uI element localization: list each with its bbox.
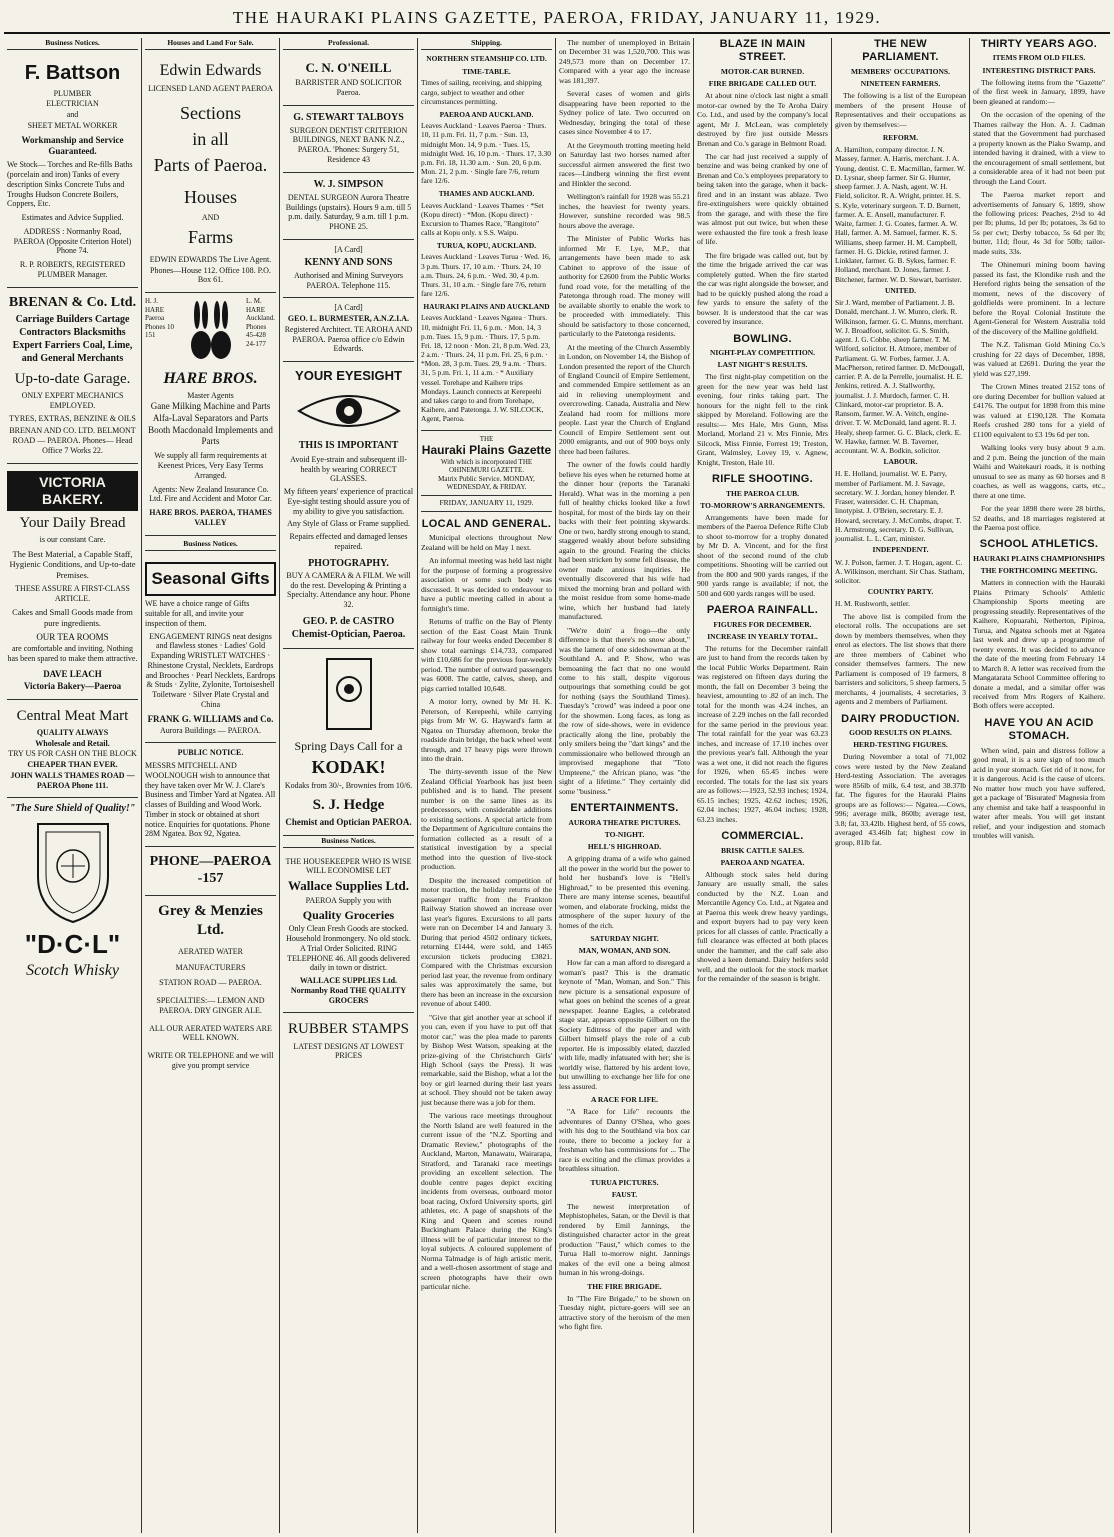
thirty-para: The Ohinemuri mining boom having passed its fast, the Klondike rush and the Hereford rights being the sensation of the moment, news of the discovery of goldfields were prominent. In a lecture before the Royal Colonial Institute the Agent-General for Western Australia told of the discovery of the Malline goldfield. [973, 260, 1105, 336]
meat-mart-line5: JOHN WALLS THAMES ROAD — PAEROA Phone 111. [10, 770, 135, 790]
blaze-sub2: FIRE BRIGADE CALLED OUT. [708, 78, 817, 88]
battson-line4: SHEET METAL WORKER [27, 120, 118, 130]
commercial-text: Although stock sales held during January are usually small, the sales conducted by the N.Z. Loan and Mercantile Agency Co. Ltd., at Ngatea and at Paeroa this week drew heavy yardings, and export buyers had to pay very keen prices for all classes of cattle. Practically a full clearance was effected at both places under the hammer, and the calf sale also showed a keen demand. Dairy heifers sold well, and the outlook for the stock market for the remainder of the season is bright. [697, 869, 828, 984]
sections: Sections [180, 103, 241, 124]
wallace-line3: Only Clean Fresh Goods are stocked. Household Ironmongery. No old stock. A Trial Order Solicited. RING TELEPHONE 46. All goods delivered daily in town or district. [286, 924, 411, 973]
turua-title: TURUA, KOPU, AUCKLAND. [436, 241, 537, 251]
hare-line4: Booth Macdonald Implements and Parts [148, 425, 273, 447]
burmester-lines: Registered Architect. TE AROHA AND PAEROA. Paeroa office c/o Edwin Edwards. [284, 324, 413, 354]
battson-estimates: Estimates and Advice Supplied. [21, 213, 124, 223]
thames-auckland-times: Leaves Auckland · Leaves Thames · *Set (Kopu direct) · *Mon. (Kopu direct) · Excursion to Thames Race, "Rangitoto" calls at Kopu only. x S.S. Waipu. [421, 200, 544, 238]
meat-mart-title: Central Meat Mart [16, 707, 129, 724]
faust-text: The newest interpretation of Mephistopheles, Satan, or the Devil is that rendered by Emil Jannings, the distinguished character actor in the great production "Faust," which comes to the Turua Hall to-morrow night. Jannings makes of the evil one a being almost human in his wrong-doings. [559, 1201, 690, 1278]
dairy-sub2: HERD-TESTING FIGURES. [853, 740, 948, 750]
shield-slogan: "The Sure Shield of Quality!" [9, 803, 136, 815]
dairy-title: DAIRY PRODUCTION. [841, 712, 960, 725]
thirty-para: The N.Z. Talisman Gold Mining Co.'s crushing for 22 days of December, 1898, was valued at £2691. During the year the yield was £27,199. [973, 340, 1105, 378]
rifle-body [697, 513, 828, 598]
bowling-text: The first night-play competition on the green for the new year was held last evening, four rinks taking part. The honours for the night fell to the rink skipped by Moreland. Following are the results:— Mrs Hale, Mrs Gunn, Miss Morland, Morland 21 v. Mrs Finnie, Mrs Silcock, Miss Finnie, Forrest 19; Treston, Grant, Walmsley, Lovey 19, v. Agnew, Knight, Treston, Hale 10. [697, 372, 828, 467]
school-athletics-sub2: THE FORTHCOMING MEETING. [980, 566, 1098, 576]
local-para: Despite the increased competition of motor traction, the holiday returns of the passenger traffic from the Frankton Railway Station showed an increase over last year's figures. Excursions to all parts were run on December 14 and January 3. During that period 4502 ordinary tickets, returning £1444, were sold, and 1465 excursion tickets producing £3821. Compared with the Christmas excursion period last year, the revenue from ordinary sales was approximately the same, but there has been an increase in the excursion revenue of about £400. [421, 875, 552, 1009]
bowling-sub: NIGHT-PLAY COMPETITION. [709, 348, 816, 358]
news-para: The Minister of Public Works has informed Mr F. Lye, M.P., that arrangements have been made to ask Cabinet to approve of the issue of authority for £2600 from the Public Works fund road vote, for the metalling of the Patetonga through road. The money will be available shortly to enable the work to be proceeded with immediately. This should be satisfactory to those concerned, particularly to the Patetonga residents. [559, 234, 690, 339]
blaze-body [697, 91, 828, 327]
kenny-lines: Authorised and Mining Surveyors PAEROA. Telephone 115. [293, 270, 404, 290]
independent-list: W. J. Polson, farmer. J. T. Hogan, agent. C. A. Wilkinson, merchant. Sir Chas. Statham, solicitor. [835, 557, 965, 586]
brenan-title: BRENAN & Co. Ltd. [8, 294, 137, 310]
business-notices-heading: Business Notices. [145, 539, 276, 551]
garage-line3: BRENAN AND CO. LTD. BELMONT ROAD — PAEROA. Phones— Head Office 7 Works 22. [9, 426, 136, 455]
eye-icon [294, 386, 404, 436]
rifle-text: Arrangements have been made for members of the Paeroa Defence Rifle Club to shoot to-morrow for a trophy donated by Mr D. A. Vincent, and for the first shoot of the second round of the club competitions. Shooting will be carried out from the 800 and 900 yards ranges, if the 900 yards range is available; if not, the 500 and 600 yards ranges will be used. [697, 512, 828, 598]
grey-line5: ALL OUR AERATED WATERS ARE WELL KNOWN. [149, 1023, 272, 1043]
commercial-sub2: PAEROA AND NGATEA. [720, 857, 805, 867]
battson-manager: R. P. ROBERTS, REGISTERED PLUMBER Manager. [19, 260, 126, 279]
kenny-ad [283, 240, 414, 298]
battson-line1: PLUMBER [53, 88, 92, 98]
race-for-life-body [559, 1107, 690, 1173]
school-athletics-sub: HAURAKI PLAINS CHAMPIONSHIPS [973, 553, 1105, 563]
victoria-bakery-ad [7, 464, 138, 700]
public-notice-title: PUBLIC NOTICE. [177, 748, 244, 758]
thames-auckland-title: THAMES AND AUCKLAND. [438, 189, 535, 199]
burmester-ad [283, 298, 414, 362]
eyesight-ad [283, 362, 414, 649]
grey-line6: WRITE OR TELEPHONE and we will give you prompt service [147, 1051, 274, 1070]
thirty-para: The Paeroa market report and advertisements of January 6, 1899, show the following prices: Peaches, 2½d to 4d per lb; plums, 1d per lb; potatoes, 3s 6d to 5s per cwt; Derby tobacco, 5s 6d per lb; butter, 11d; flour, 4s 3d for 50lb; tailor-made suits, 33s. [973, 190, 1105, 256]
commercial-body [697, 870, 828, 984]
garage-line1: ONLY EXPERT MECHANICS EMPLOYED. [21, 391, 124, 410]
local-para: The various race meetings throughout the North Island are well featured in the current issue of the "N.Z. Sporting and Dramatic Review," photographs of the Auckland, Marton, Manawatu, Wairarapa, Stratford, and Taranaki race meetings providing an excellent selection. The double centre pages depict exciting incidents from overseas, outboard motor boat racing, Oxford University sports, girl athletes, etc. A page of snapshots of the King and Queen and scenes round Buckingham Palace during the King's illness will be of particular interest to the loyal subjects. A coloured supplement of Norma Talmadge is of high artistic merit, and a well-chosen assortment of stage and screen photographs have their own particular niche. [421, 1111, 552, 1292]
farms: Farms [188, 226, 233, 247]
thirty-para: On the occasion of the opening of the Thames railway the Hon. A. J. Cadman stated that the Government had purchased a property known as the Piako Swamp, and intended having it drained, with a view to the encouragement of small settlement, but a considerable area of it had not been put through the Land Court. [973, 110, 1105, 186]
labour-body [835, 469, 966, 543]
school-athletics-text: Matters in connection with the Hauraki Plains Primary Schools' Athletic Championship Sports meeting are progressing steadily. Representatives of the Kaihere, Kopuarahi, Netherton, Pipiroa, Turua, and Ngatea schools met at Ngatea last week and drew up a programme of twenty events. It was decided to advance the date of the meeting from February 14 to March 8. A letter was received from the Mangatarata School Committee offering to donate a medal, and a similar offer was received from Mrs Rogers of Kaihere. Both offers were accepted. [973, 578, 1105, 711]
blaze-para: At about nine o'clock last night a small motor-car owned by the Te Aroha Dairy Co. Ltd., and used by the company's local agent, Mr J. McLean, was completely destroyed by fire just outside Messrs Brenan and Co.'s garage in Belmont Road. [697, 91, 828, 148]
hedge-name: S. J. Hedge [312, 797, 385, 814]
hare-line5: We supply all farm requirements at Keenest Prices, Very Easy Terms Arranged. [154, 451, 267, 480]
timetable-title: TIME-TABLE. [462, 67, 511, 77]
shield-emblem-icon [28, 816, 118, 926]
rainfall-text: The returns for the December rainfall are just to hand from the records taken by the local Public Works Department. Rain was registered on fifteen days during the month, the fall on December 3 being the heaviest, amounting to .82 of an inch. The total for the month was 4.24 inches, an increase of 2.29 inches on the fall recorded for the same period in the previous year. The total rainfall for the year was 63.23 inches, and increase of 17.10 inches over the previous year's fall. Although the year was a wet one, it did not reach the figures for 1926, when 65.45 inches were recorded. The totals for the last six years are as follows:—1923, 52.93 inches; 1924, 65.15 inches; 1925, 42.62 inches; 1926, 62.04 inches; 1927, 46.04 inches; 1928, 63.23 inches. [697, 643, 828, 824]
bowling-title: BOWLING. [733, 332, 792, 345]
column-5 [556, 38, 694, 1533]
reform-heading: REFORM. [882, 133, 919, 143]
hells-highroad: HELL'S HIGHROAD. [587, 841, 662, 851]
parliament-intro-body [835, 91, 966, 129]
battson-line2: ELECTRICIAN [46, 99, 99, 109]
garage-title: Up-to-date Garage. [14, 370, 131, 387]
hare-bros-logo: HARE BROS. [163, 370, 258, 388]
timetable-note: Times of sailing, receiving, and shipping cargo, subject to weather and other circumstances permitting. [421, 78, 542, 106]
garage-line2: TYRES, EXTRAS, BENZINE & OILS [9, 413, 136, 423]
hauraki-auckland-title: HAURAKI PLAINS AND AUCKLAND [423, 302, 550, 312]
battson-stock: We Stock— Torches and Re-fills Baths (porcelain and iron) Tanks of every description Sinks Concrete Tubs and Troughs Hudson Concrete Boilers, Coppers, Etc. [7, 160, 133, 209]
thirty-years-body [973, 78, 1105, 533]
wallace-ad [283, 852, 414, 1014]
country-body [835, 599, 966, 608]
shipping-timetable [421, 54, 552, 423]
battson-address: ADDRESS : Normanby Road, PAEROA (Opposite Criterion Hotel) Phone 74. [13, 226, 132, 256]
rubber-stamps-ad [283, 1013, 414, 1068]
rainfall-sub: FIGURES FOR DECEMBER. [713, 619, 812, 629]
race-for-life: A RACE FOR LIFE. [590, 1095, 659, 1105]
simpson-ad [283, 173, 414, 240]
business-notices-heading-3: Business Notices. [283, 836, 414, 848]
local-para: An informal meeting was held last night for the purpose of forming a progressive association or some such body was discussed. It was decided to endeavour to have a public meeting called in about a fortnight's time. [421, 556, 552, 613]
parliament-intro: The following is a list of the European members of the present House of Representatives and their occupations as given by themselves:— [835, 91, 966, 129]
news-para: The number of unemployed in Britain on December 31 was 1,520,700. This was 249,573 more than on December 17. Compared with a year ago the increase was 181,397. [559, 38, 690, 85]
meat-mart-line2: Wholesale and Retail. [35, 738, 110, 748]
columns [4, 38, 1110, 1533]
grey-line4: SPECIALTIES:— LEMON AND PAEROA. DRY GINGER ALE. [156, 996, 265, 1015]
hare-bros-ad [145, 293, 276, 535]
news-para: At the Greymouth trotting meeting held on Saturday last two horses named after successful airmen answered the first two races—Lindberg winning the first event and Hinkler the second. [559, 140, 690, 188]
battson-name: F. Battson [24, 62, 121, 85]
victoria-bakery-banner: VICTORIA BAKERY. [7, 471, 138, 511]
turua-pictures: TURUA PICTURES. [590, 1177, 659, 1187]
meat-mart-line3: TRY US FOR CASH ON THE BLOCK [8, 749, 137, 759]
labour-heading: LABOUR. [883, 457, 918, 467]
hare-right: L. M. HARE Auckland. Phones 45-428 24-177 [246, 297, 275, 348]
gazette-line2: Matrix Public Service. MONDAY, WEDNESDAY, & FRIDAY. [438, 474, 535, 492]
paeroa-auckland-times: Leaves Auckland · Leaves Paeroa · Thurs. 10, 11 p.m. Fri. 11, 7 p.m. · Sun. 13, midnight Mon. 14, 9 p.m. · Tues. 15, midnight Wed. 16, 10 p.m. · Thurs. 17, 3.30 p.m. Fri. 18, 11.30 a.m. · Sun. 20, 6 p.m. Mon. 21, 2 p.m. · Single fare 7/6, return fare 12/6. [421, 121, 551, 186]
seasonal-gifts-ad [145, 555, 276, 744]
independent-heading: INDEPENDENT. [872, 545, 929, 555]
hare-header [145, 297, 276, 367]
dcl-logo: "D·C·L" [24, 929, 121, 960]
burmester-card: [A Card] [334, 303, 363, 313]
hare-line3: Alfa-Laval Separators and Parts [152, 413, 269, 424]
eyesight-line1: Avoid Eye-strain and subsequent ill-health by wearing CORRECT GLASSES. [290, 454, 407, 484]
meat-mart-line4: CHEAPER THAN EVER. [27, 760, 118, 770]
kenny-name: KENNY AND SONS [304, 256, 393, 268]
photography-title: PHOTOGRAPHY. [308, 557, 389, 569]
battson-line3: and [66, 110, 79, 120]
victoria-bread: Your Daily Bread [19, 514, 126, 531]
thirty-para: For the year 1898 there were 28 births, 52 deaths, and 18 marriages registered at the Paeroa post office. [973, 504, 1105, 532]
kenny-card: [A Card] [334, 244, 363, 254]
masthead: THE HAURAKI PLAINS GAZETTE, PAEROA, FRIDAY, JANUARY 11, 1929. [232, 8, 882, 27]
hells-highroad-body [559, 854, 690, 930]
rabbits-icon [181, 297, 241, 367]
column-8 [970, 38, 1108, 1533]
grey-menzies-title: Grey & Menzies Ltd. [158, 903, 263, 938]
victoria-cakes: Cakes and Small Goods made from pure ingredients. [12, 607, 133, 628]
blaze-title: BLAZE IN MAIN STREET. [719, 38, 806, 64]
battson-line5: Workmanship and Service Guaranteed. [21, 134, 124, 156]
steamship-company: NORTHERN STEAMSHIP CO. LTD. [426, 54, 547, 64]
local-para: Returns of traffic on the Bay of Plenty section of the East Coast Main Trunk railway for four weeks ended December 8 show total earnings £14,733, compared with £10,686 for the previous four-weekly period. The number of outward passengers was 6008. The cattle, calves, sheep, and pigs carried totalled 10,648. [421, 617, 552, 693]
thirty-para: The Crown Mines treated 2152 tons of ore during December for bullion valued at £4176. The output for 1898 from this mine was valued at £190,128. The Komata Reefs crushed 280 tons for a yield of £1100 equivalent to £3 19s 6d per ton. [973, 382, 1105, 439]
faust: FAUST. [611, 1189, 638, 1199]
hauraki-auckland-times: Leaves Auckland · Leaves Ngatea · Thurs. 10, midnight Fri. 11, 6 p.m. · Mon. 14, 3 p.m. Tues. 15, 9 p.m. · Thurs. 17, 5 p.m. Fri. 18, 12 noon · Mon. 21, 8 p.m. Wed. 23, 2 a.m. · Thurs. 24, 11 p.m. Fri. 25, 6 p.m. · *Mon. 28, 3 p.m. Tues. 29, 9 a.m. · Thurs. 31, 5 p.m. Fri. 1, 11 a.m. · * Auxiliary vessel. Torehape and Kaihere trips Mondays. Launch connects at Kerepeehi and takes cargo to and from Torehape, Kaihere, and Patetonga. J. W. SILCOCK, Agent, Paeroa. [421, 313, 551, 424]
edwin-line1: LICENSED LAND AGENT PAEROA [148, 83, 273, 93]
wallace-line1: PAEROA Supply you with [305, 896, 392, 906]
local-general-body [421, 533, 552, 1291]
edwin-name: Edwin Edwards [159, 62, 262, 80]
gazette-date: FRIDAY, JANUARY 11, 1929. [421, 495, 552, 507]
parliament-sub: MEMBERS' OCCUPATIONS. [851, 66, 950, 76]
school-athletics-body [973, 578, 1105, 711]
thirty-years-title: THIRTY YEARS AGO. [980, 38, 1098, 50]
talboys-name: G. STEWART TALBOYS [293, 111, 404, 123]
seasonal-gifts-title: Seasonal Gifts [151, 568, 270, 588]
news-items-body [559, 38, 690, 796]
public-notice-text: MESSRS MITCHELL AND WOOLNOUGH wish to announce that they have taken over Mr W. J. Clare's Business and Timber Yard at Ngatea. All classes of Building and Wood Work. Timber in stock or obtained at short notice. Enquiries for quotations. Phone 28M Ngatea. Box 92, Ngatea. [145, 761, 276, 839]
column-7 [832, 38, 970, 1533]
phone-ad [145, 847, 276, 896]
race-for-life-text: "A Race for Life" recounts the adventures of Danny O'Shea, who goes with his dog to the Southland via box car route, there to become a jockey for a freshman who has commissions for ... The race is exciting and the climax provides a breathless situation. [559, 1107, 690, 1174]
column-3 [280, 38, 418, 1533]
man-woman-son: MAN, WOMAN, AND SON. [578, 946, 671, 956]
brenan-ad [7, 288, 138, 464]
thirty-years-sub: ITEMS FROM OLD FILES. [992, 53, 1086, 63]
commercial-title: COMMERCIAL. [721, 830, 804, 843]
column-2-heading: Houses and Land For Sale. [145, 38, 276, 50]
dairy-body [835, 752, 966, 847]
news-para: Several cases of women and girls disappearing have been reported to the Sydney police of late. Two occurred on Wednesday, bringing the total of these cases since November 4 to 17. [559, 89, 690, 137]
seasonal-items: ENGAGEMENT RINGS neat designs and flawless stones · Ladies' Gold Expanding WRISTLET WATCHES · Rhinestone Crystal, Necklets, Eardrops and Brooches · Pearl Necklets, Eardrops & Studs · Zylite, Zylonite, Tortoiseshell Toiletware · Silver Plate Crystal and China [145, 631, 276, 709]
dcl-whisky-ad [7, 798, 138, 986]
entertainments-sub: AURORA THEATRE PICTURES. [568, 817, 681, 827]
blaze-sub: MOTOR-CAR BURNED. [720, 66, 805, 76]
photography-lines: BUY A CAMERA & A FILM. We will do the rest. Developing & Printing a Specialty. Attendance any hour. Phone 32. [286, 570, 411, 610]
hare-line1: Master Agents [187, 390, 234, 400]
column-4-heading: Shipping. [421, 38, 552, 50]
victoria-tea-text: are comfortable and inviting. Nothing has been spared to make them attractive. [7, 644, 138, 663]
talboys-lines: SURGEON DENTIST CRITERION BUILDINGS, NEXT BANK N.Z., PAEROA. 'Phones: Surgery 51, Residence 43 [289, 125, 408, 164]
local-para: "Give that girl another year at school if you can, even if you have to put off that motor car," was the plea made to parents by Bishop West Watson, speaking at the prize-giving of the Christchurch Girls' High School (says the Press). It was remarkable, said the Bishop, what a lot the boy or girl learned during their last years at school. They should not be taken away just because there was a job for them. [421, 1012, 552, 1107]
wallace-line4: WALLACE SUPPLIES Ltd. Normanby Road THE QUALITY GROCERS [290, 976, 407, 1005]
fire-brigade-text: In "The Fire Brigade," to be shown on Tuesday night, picture-goers will see an attractive story of the heroism of the men who fight fire. [559, 1293, 690, 1332]
rainfall-sub2: INCREASE IN YEARLY TOTAL. [707, 631, 818, 641]
edwin-edwards-ad [145, 54, 276, 293]
independent-body [835, 558, 966, 586]
parts: Parts of Paeroa. [153, 155, 268, 176]
in-all: in all [192, 129, 229, 150]
parliament-sub2: NINETEEN FARMERS. [860, 78, 941, 88]
news-para: "We're doin' a frogo—the only difference is that there's no snow about," was the lament of one sideshowman at the Southland A. and P. Show, who was bemoaning the fact that no one would come to his stall, despite vigorous outpourings that something could be got for nothing (says the Southland Times). Tuesday's "crowd" was indeed a poor one for the showmen. Long faces, as long as the row of side-shows, were in evidence practically along the line, probably the only smilers being the "dart kings" and the commissionaire who bellowed through an improvised megaphone that "Toto Umpteene," the African piano, was "the sight of a lifetime." They certainly did some "business." [559, 625, 690, 796]
hedge-lines: Chemist and Optician PAEROA. [285, 816, 412, 827]
meat-mart-ad [7, 700, 138, 799]
column-1-heading: Business Notices. [7, 38, 138, 50]
paeroa-auckland-title: PAEROA AND AUCKLAND. [439, 110, 534, 119]
grey-line2: MANUFACTURERS [175, 962, 246, 972]
oneill-ad [283, 54, 414, 105]
acid-stomach-body [973, 746, 1105, 841]
edwin-line2: EDWIN EDWARDS The Live Agent. [149, 254, 272, 264]
gazette-line1: With which is incorporated THE OHINEMURI GAZETTE. [440, 457, 533, 475]
rubber-stamps-line: LATEST DESIGNS AT LOWEST PRICES [293, 1041, 404, 1061]
rifle-title: RIFLE SHOOTING. [711, 473, 814, 486]
rifle-sub: THE PAEROA CLUB. [726, 488, 799, 498]
hare-line2: Gane Milking Machine and Parts [150, 401, 271, 412]
castro-title: Chemist-Optician, Paeroa. [291, 628, 406, 640]
simpson-name: W. J. SIMPSON [313, 178, 384, 190]
edwin-line3: Phones—House 112. Office 108. P.O. Box 61. [150, 265, 271, 285]
reform-list: A. Hamilton, company director. J. N. Massey, farmer. A. Harris, merchant. J. A. Young, dentist. C. E. Macmillan, farmer. W. D. Lysnar, sheep farmer. Sir G. Hunter, sheep farmer. J. A. Nash, agent. W. H. Field, solicitor. R. A. Wright, printer. H. S. S. Kyle, veterinary surgeon. T. D. Burnett, farmer. A. E. Ansell, manufacturer. F. Waite, farmer. J. G. Coates, farmer. A. W. Hall, farmer. A. M. Samuel, farmer. K. S. Williams, sheep farmer. H. M. Campbell, farmer. H. G. Dickie, retired farmer. J. Linklater, farmer. G. B. Sykes, farmer. F. Holland, merchant. D. Jones, farmer. J. Bitchener, farmer. W. D. Stewart, barrister. [835, 145, 966, 284]
thirty-years-sub2: INTERESTING DISTRICT PARS. [982, 65, 1096, 75]
castro-name: GEO. P. de CASTRO [302, 615, 395, 627]
and-word: AND [201, 213, 220, 223]
oneill-name: C. N. O'NEILL [305, 60, 392, 76]
gazette-masthead [421, 430, 552, 512]
meat-mart-line1: QUALITY ALWAYS [36, 727, 109, 737]
parliament-title: THE NEW PARLIAMENT. [862, 38, 939, 64]
blaze-para: The fire brigade was called out, but by the time the brigade arrived the car was completely gutted. When the fire started the car was right alongside the bowser, and had to be quickly pushed along the road a few yards to ensure the safety of the bowser. It is understood that the car was covered by insurance. [697, 250, 828, 327]
seasonal-gifts-box [145, 562, 276, 597]
bowling-body [697, 372, 828, 467]
eyesight-line3: Any Style of Glass or Frame supplied. [287, 519, 410, 529]
thirty-para: The following items from the "Gazette" of the first week in January, 1899, have been gleaned at random:— [973, 77, 1105, 106]
spring-days: Spring Days Call for a [294, 738, 403, 753]
man-woman-son-body [559, 958, 690, 1091]
news-para: The owner of the fowls could hardly believe his eyes when he returned home at the dinner hour (reports the Taranaki Herald). What was in the morning a pen full of healthy chicks looked like a fowl hospital, for most of the birds lay on their backs with their feet pointing skywards. One or two, hardly strong enough to stand, staggered weakly about before subsiding again to the ground. Fearing the chicks had been stricken by some fell disease, the owner made anxious inquiries. He eventually discovered that his wife had mixed the morning bran and pollard with the moist residue from some home-made wine, which her husband had lately manufactured. [559, 460, 690, 622]
thirty-para: Walking looks very busy about 9 a.m. and 2 p.m. Being the junction of the main Waihi and Waitekauri roads, it is nothing unusual to see as many as 60 horses and 8 coaches, as well as waggons, carts, etc., there at one time. [973, 443, 1105, 500]
column-3-heading: Professional. [283, 38, 414, 50]
frank-williams: FRANK G. WILLIAMS and Co. [147, 713, 274, 724]
column-6 [694, 38, 832, 1533]
blaze-para: The car had just received a supply of benzine and was being cranked by one of Brenan and Co.'s employees preparatory to being taken into the garage, when it back-fired and in an instant was ablaze. Two fire-extinguishers were quickly obtained from the garage, and with these the fire was almost put out twice, but when these were exhausted the fire took a fresh lease of life. [697, 152, 828, 247]
bowling-sub2: LAST NIGHT'S RESULTS. [717, 360, 808, 370]
country-list: H. M. Rushworth, settler. [835, 599, 910, 609]
eyesight-title: YOUR EYESIGHT [295, 368, 402, 384]
local-para: Municipal elections throughout New Zealand will be held on May 1 next. [421, 533, 552, 552]
wallace-line2: Quality Groceries [302, 907, 395, 922]
public-notice [145, 743, 276, 847]
hare-line6: Agents: New Zealand Insurance Co. Ltd. Fire and Accident and Motor Car. [149, 484, 272, 504]
labour-list: H. E. Holland, journalist. W. E. Parry, member of Parliament. M. J. Savage, secretary. W. J. Jordan, honey blender. P. Fraser, watersider. C. H. Chapman, linotypist. J. O'Brien, secretary. E. J. Howard, secretary. J. McCombs, draper. T. H. Armstrong, secretary. D. G. Sullivan, journalist. L. L. Carr, minister. [835, 469, 962, 544]
masthead-rule [4, 32, 1110, 34]
acid-stomach-title: HAVE YOU AN ACID STOMACH. [984, 716, 1094, 743]
kodak-ad [283, 649, 414, 835]
column-1 [4, 38, 142, 1533]
rubber-stamps: RUBBER STAMPS [288, 1021, 409, 1038]
man-woman-son-text: How far can a man afford to disregard a woman's past? This is the dramatic keynote of "Man, Woman, and Son." This new picture is a sensational exposure of what goes on behind the scenes of a great newspaper. Jeanne Eagles, a celebrated stage star, appears opposite Gilbert on the Society Editress of the paper and with Gilbert himself plays the role of a cub reporter. He is impossibly elated, dazzled with life, madly infatuated with her; she is worldly wise, flattered by his ardent love, but unwilling to exchange her life for one less assured. [559, 958, 690, 1091]
frank-williams-2: Aurora Buildings — PAEROA. [159, 725, 262, 735]
grey-line3: STATION ROAD — PAEROA. [159, 978, 262, 988]
parliament-summary-body [835, 612, 966, 707]
faust-body [559, 1202, 690, 1278]
victoria-best: The Best Material, a Capable Staff, Hygienic Conditions, and Up-to-date Premises. [9, 548, 136, 580]
gazette-title: Hauraki Plains Gazette [421, 443, 552, 458]
victoria-tea: OUR TEA ROOMS [36, 632, 109, 643]
battson-ad [7, 54, 138, 288]
commercial-sub: BRISK CATTLE SALES. [720, 845, 805, 855]
victoria-assure: THESE ASSURE A FIRST-CLASS ARTICLE. [15, 583, 130, 603]
hells-highroad-text: A gripping drama of a wife who gained all the power in the world but the power to hold her husband's love is "Hell's Highroad," to be presented this evening. There are many intense scenes, beautiful women, and elaborate frocking, midst the atmosphere of the super luxury of the homes of the rich. [559, 854, 690, 930]
kodak-title: KODAK! [311, 756, 386, 777]
column-4 [418, 38, 556, 1533]
local-general-title: LOCAL AND GENERAL. [421, 517, 552, 530]
united-list: Sir J. Ward, member of Parliament. J. B. Donald, merchant. J. W. Munro, clerk. R. Wilkinson, farmer. G. C. Munns, merchant. W. J. Broadfoot, solicitor. G. S. Smith, agent. J. G. Cobbe, sheep farmer. T. M. Wilford, solicitor. H. Atmore, member of Parliament. G. W. Forbes, farmer. J. A. MacPherson, retired farmer. D. McDougall, carrier. P. A. de la Perrelle, journalist. H. E. Jenkins, retired. A. J. Stallworthy, journalist. J. J. Murdoch, farmer. C. H. Clinkard, motor-car proprietor. B. A. Ransom, farmer. W. A. Veitch, engine-driver. T. W. McDonald, land agent. R. J. Healy, sheep farmer. G. C. Black, clerk. E. W. Hawke, farmer. W. B. Taverner, accountant. W. A. Bodkin, solicitor. [835, 298, 965, 456]
hare-left: H. J. HARE Paeroa Phones 10 151 [145, 297, 174, 340]
news-para: At the meeting of the Church Assembly in London, on November 14, the Bishop of London presented the report of the Church of England Council of Empire Settlement, and commended Empire settlement as an aid in relieving unemployment and overcrowding. Canada, Australia and New Zealand had room for millions more people. Last year the Church of England Council of Empire Settlement sent out 2000 emigrants, and out of 900 boys only three had been failures. [559, 342, 690, 456]
kodak-prices: Kodaks from 30/-, Brownies from 10/6. [284, 780, 413, 790]
fire-brigade: THE FIRE BRIGADE. [587, 1281, 662, 1291]
dcl-scotch: Scotch Whisky [26, 961, 119, 979]
saturday-night: SATURDAY NIGHT. [590, 934, 659, 943]
dairy-text: During November a total of 71,002 cows were tested by the New Zealand Herd-testing Association. The averages were 856lb of milk, 6.4 test, and 38.37lb fat. The figures for the Hauraki Plains groups are as follows:— Ngatea.—Cows, 996; average milk, 860lb; average test, 3.8; fat, 33.42lb. Highest herd, of 55 cows, averaged 43.46lb fat; highest cow in group, 81lb fat. [835, 752, 966, 847]
brenan-lines: Carriage Builders Cartage Contractors Blacksmiths Expert Farriers Coal, Lime, and General Merchants [12, 313, 133, 364]
phone-paeroa: PHONE—PAEROA -157 [149, 854, 272, 887]
rainfall-body [697, 644, 828, 824]
turua-times: Leaves Auckland · Leaves Turua · Wed. 16, 3 p.m. Thurs. 17, 10 a.m. · Thurs. 24, 10 a.m. Thurs. 24, 6 p.m. · Wed. 30, 4 p.m. Thurs. 31, 10 a.m. · Single fare 7/6, return fare 12/6. [421, 252, 551, 299]
school-athletics-title: SCHOOL ATHLETICS. [979, 538, 1099, 551]
victoria-leach-2: Victoria Bakery—Paeroa [23, 680, 122, 691]
rainfall-title: PAEROA RAINFALL. [706, 604, 819, 617]
victoria-leach: DAVE LEACH [43, 668, 102, 679]
entertainments-title: ENTERTAINMENTS. [570, 802, 679, 815]
simpson-lines: DENTAL SURGEON Aurora Theatre Buildings (upstairs). Hours 9 a.m. till 5 p.m. daily. Saturday, 9 a.m. till 1 p.m. PHONE 25. [285, 192, 412, 232]
grey-menzies-ad [145, 896, 276, 1077]
eyesight-line4: Repairs effected and damaged lenses repaired. [289, 532, 408, 551]
camera-icon [319, 653, 379, 733]
news-para: Wellington's rainfall for 1928 was 55.21 inches, the heaviest for twenty years. However, sunshine recorded was 98.5 hours above the average. [559, 192, 690, 230]
united-body [835, 298, 966, 455]
victoria-care: is our constant Care. [39, 535, 106, 545]
wallace-title: Wallace Supplies Ltd. [288, 878, 409, 894]
gazette-the: THE [479, 434, 494, 443]
parliament-summary: The above list is compiled from the electoral rolls. The occupations are set down by members themselves, when they enrol as electors. The list shows that there are three members of Cabinet who consider themselves farmers. The new Parliament is composed of 19 farmers, 8 barristers and solicitors, 5 sheep farmers, 5 merchants, 4 journalists, 4 secretaries, 3 agents and 2 members of Parliament. [835, 611, 966, 707]
local-para: A motor lorry, owned by Mr H. K. Peterson, of Kerepeehi, while carrying pigs from Mr W. G. Hayward's farm at Ngatea on Thursday afternoon, broke the roadside drain bridge, the back wheel went through, and 17 heavy pigs were thrown into the drain. [421, 697, 552, 763]
tonight: TO-NIGHT. [604, 829, 645, 839]
seasonal-line1: WE have a choice range of Gifts suitable for all, and invite your inspection of them. [145, 599, 250, 628]
grey-line1: AERATED WATER [178, 946, 243, 956]
country-heading: COUNTRY PARTY. [867, 587, 934, 597]
united-heading: UNITED. [884, 285, 917, 295]
acid-stomach-text: When wind, pain and distress follow a good meal, it is a sure sign of too much acid in your stomach. Get rid of it now, for it is dangerous. Acid is the cause of ulcers. No matter how much you have suffered, get a package of 'Bisurated' Magnesia from any chemist and take half a teaspoonful in water after meals. You will get instant relief, and your indigestion and stomach troubles will vanish. [973, 745, 1105, 841]
hare-line7: HARE BROS. PAEROA, THAMES VALLEY [149, 508, 272, 527]
houses: Houses [184, 187, 237, 208]
dairy-sub: GOOD RESULTS ON PLAINS. [849, 727, 952, 737]
eyesight-important: THIS IS IMPORTANT [298, 439, 399, 451]
oneill-lines: BARRISTER AND SOLICITOR Paeroa. [295, 78, 402, 97]
talboys-ad [283, 106, 414, 173]
local-para: The thirty-seventh issue of the New Zealand Official Yearbook has just been published and is to hand. The present number is on the same lines as its predecessors, with considerable additions to existing sections. A special article from the Department of Agriculture contains the formation collected as a result of a statistical investigation by a special method into the question of live-stock production. [421, 767, 552, 872]
reform-body [835, 145, 966, 284]
burmester-name: GEO. L. BURMESTER, A.N.Z.I.A. [287, 314, 410, 324]
wallace-top: THE HOUSEKEEPER WHO IS WISE WILL ECONOMISE LET [285, 856, 412, 876]
rifle-sub2: TO-MORROW'S ARRANGEMENTS. [700, 500, 825, 510]
fire-brigade-body [559, 1294, 690, 1332]
eyesight-line2: My fifteen years' experience of practical Eye-sight testing should assure you of my ability to give you satisfaction. [283, 487, 414, 516]
column-2 [142, 38, 280, 1533]
